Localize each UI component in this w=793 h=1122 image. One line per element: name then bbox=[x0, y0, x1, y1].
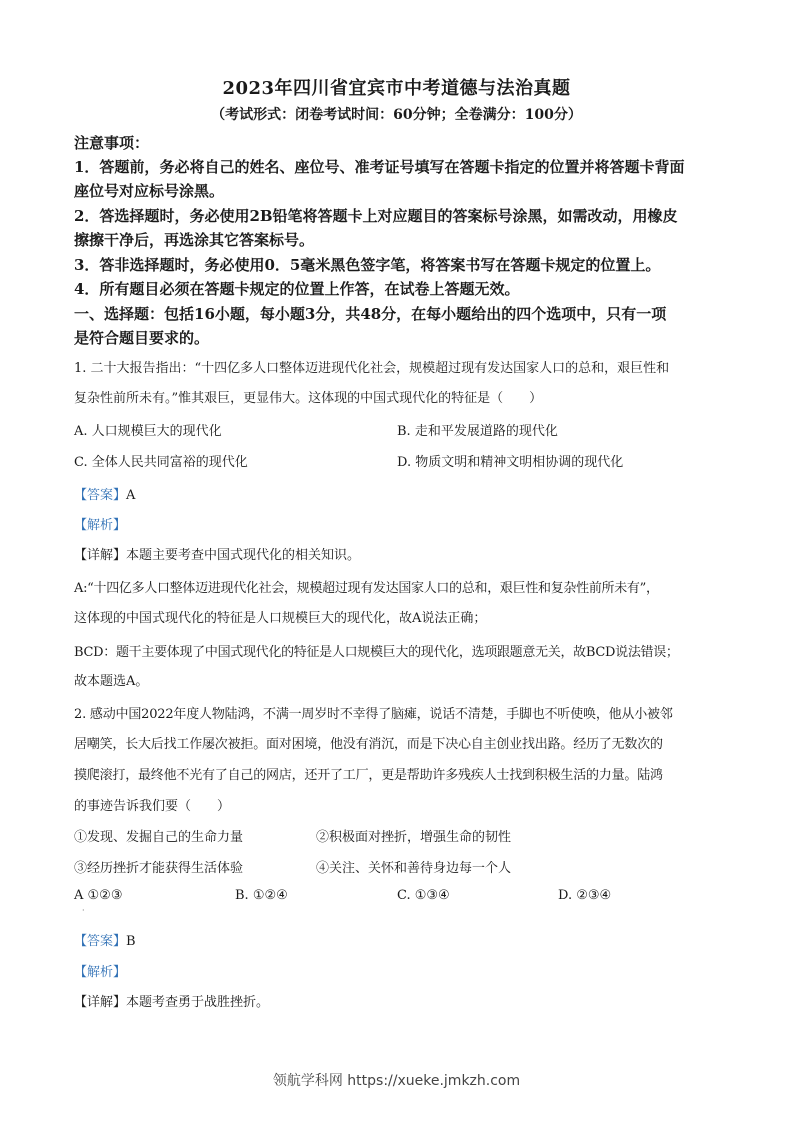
q1-option-a: A. 人口规模巨大的现代化 bbox=[74, 424, 222, 439]
q2-answer-value: B bbox=[126, 934, 136, 949]
q2-option-a: A ①②③ bbox=[74, 888, 123, 903]
q2-option-d: D. ②③④ bbox=[558, 888, 612, 903]
q2-analysis-tag: 【解析】 bbox=[74, 965, 127, 980]
q2-statement-1: ①发现、发掘自己的生命力量 bbox=[74, 830, 244, 845]
q1-answer-value: A bbox=[126, 488, 136, 503]
q2-option-b: B. ①②④ bbox=[235, 888, 288, 903]
q1-option-d: D. 物质文明和精神文明相协调的现代化 bbox=[397, 455, 624, 470]
notice-heading: 注意事项： bbox=[74, 134, 150, 152]
notice-item-1-cont: 座位号对应标号涂黑。 bbox=[74, 182, 225, 200]
section-1-heading: 一、选择题：包括16小题，每小题3分，共48分，在每小题给出的四个选项中，只有一项 bbox=[74, 305, 667, 323]
q2-option-c: C. ①③④ bbox=[397, 888, 450, 903]
q2-stem: 2. 感动中国2022年度人物陆鸿，不满一周岁时不幸得了脑瘫，说话不清楚，手脚也不听使唤，他从小被邻 bbox=[74, 707, 673, 722]
notice-item-1: 1．答题前，务必将自己的姓名、座位号、准考证号填写在答题卡指定的位置并将答题卡背面 bbox=[74, 158, 685, 176]
q2-stem-cont-2: 摸爬滚打，最终他不光有了自己的网店，还开了工厂，更是帮助许多残疾人士找到积极生活的力量。陆鸿 bbox=[74, 768, 663, 783]
footer-watermark: 领航学科网 https://xueke.jmkzh.com bbox=[272, 1073, 521, 1089]
q1-option-b: B. 走和平发展道路的现代化 bbox=[397, 424, 558, 439]
q2-detail bbox=[74, 991, 724, 1010]
answer-tag: 【答案】 bbox=[74, 488, 127, 503]
q2-answer bbox=[74, 930, 724, 949]
exam-format-subtitle: （考试形式：闭卷考试时间：60分钟；全卷满分：100分） bbox=[211, 107, 582, 123]
notice-item-2-cont: 擦擦干净后，再选涂其它答案标号。 bbox=[74, 231, 315, 249]
q2-stem-cont-1: 居嘲笑，长大后找工作屡次被拒。面对困境，他没有消沉，而是下决心自主创业找出路。经历了无数次的 bbox=[74, 737, 663, 752]
q1-option-c: C. 全体人民共同富裕的现代化 bbox=[74, 455, 248, 470]
q1-detail-text: 本题主要考查中国式现代化的相关知识。 bbox=[126, 548, 361, 563]
notice-item-4: 4．所有题目必须在答题卡规定的位置上作答，在试卷上答题无效。 bbox=[74, 280, 520, 298]
q2-statement-4: ④关注、关怀和善待身边每一个人 bbox=[316, 861, 512, 876]
q1-explanation-2: 这体现的中国式现代化的特征是人口规模巨大的现代化，故A说法正确； bbox=[74, 611, 487, 626]
scan-dot: · bbox=[82, 906, 85, 915]
notice-item-3: 3．答非选择题时，务必使用0．5毫米黑色签字笔，将答案书写在答题卡规定的位置上。 bbox=[74, 256, 661, 274]
answer-tag: 【答案】 bbox=[74, 934, 127, 949]
detail-tag: 【详解】 bbox=[74, 995, 127, 1010]
q1-explanation-4: 故本题选A。 bbox=[74, 674, 149, 689]
notice-item-2: 2．答选择题时，务必使用2B铅笔将答题卡上对应题目的答案标号涂黑，如需改动，用橡皮 bbox=[74, 207, 678, 225]
q1-stem: 1. 二十大报告指出：“十四亿多人口整体迈进现代化社会，规模超过现有发达国家人口的总和，艰巨性和 bbox=[74, 361, 670, 376]
q1-explanation-1: A:“十四亿多人口整体迈进现代化社会，规模超过现有发达国家人口的总和，艰巨性和复杂性前所未有”， bbox=[74, 581, 659, 596]
detail-tag: 【详解】 bbox=[74, 548, 127, 563]
q1-detail bbox=[74, 544, 724, 563]
q1-stem-cont: 复杂性前所未有。”惟其艰巨，更显伟大。这体现的中国式现代化的特征是（ ） bbox=[74, 391, 543, 406]
q2-detail-text: 本题考查勇于战胜挫折。 bbox=[126, 995, 270, 1010]
q2-statement-3: ③经历挫折才能获得生活体验 bbox=[74, 861, 244, 876]
page-title: 2023年四川省宜宾市中考道德与法治真题 bbox=[222, 78, 571, 99]
q1-analysis-tag: 【解析】 bbox=[74, 518, 127, 533]
section-1-heading-cont: 是符合题目要求的。 bbox=[74, 329, 210, 347]
q1-explanation-3: BCD：题干主要体现了中国式现代化的特征是人口规模巨大的现代化，选项跟题意无关，故BCD说法错误； bbox=[74, 645, 679, 660]
q2-stem-cont-3: 的事迹告诉我们要（ ） bbox=[74, 799, 231, 814]
q1-answer bbox=[74, 484, 724, 503]
q2-statement-2: ②积极面对挫折，增强生命的韧性 bbox=[316, 830, 512, 845]
